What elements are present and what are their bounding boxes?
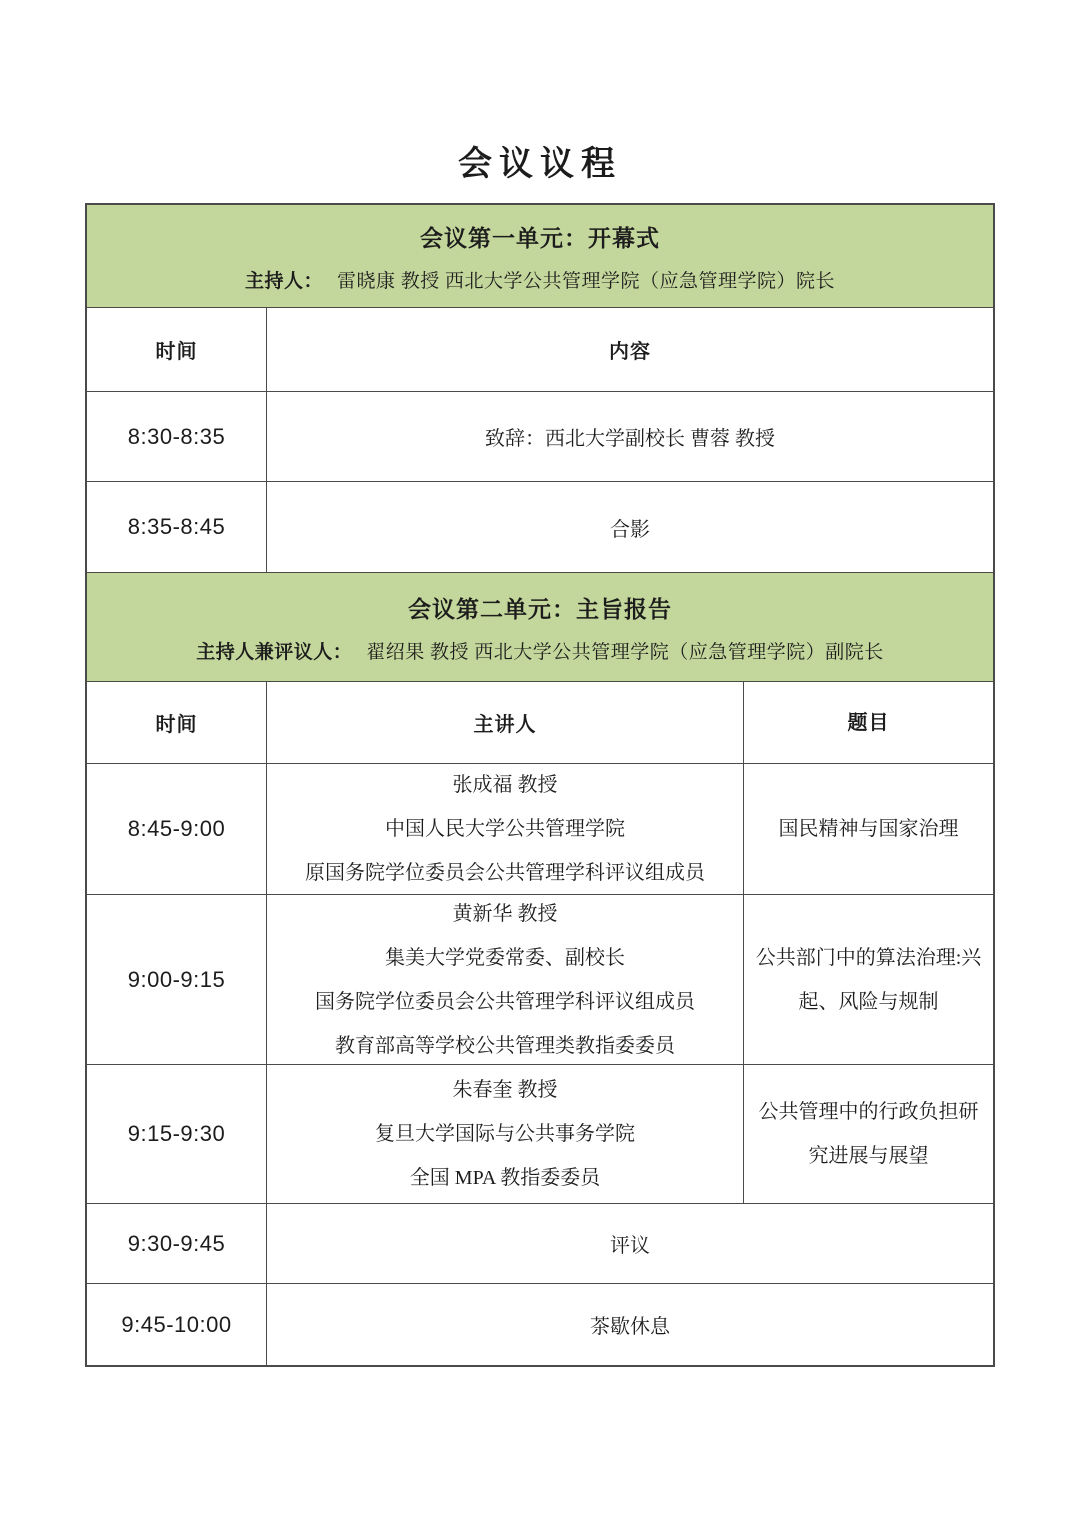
time-value: 9:45-10:00 [121,1311,232,1337]
table-row [87,895,993,1065]
speaker-cell [267,895,744,1064]
content-cell: 合影 [610,518,650,541]
time-value: 8:30-8:35 [127,423,226,449]
table-row [87,1204,993,1284]
speaker-line: 国务院学位委员会公共管理学科评议组成员 [315,990,695,1013]
topic-cell: 公共部门中的算法治理:兴起、风险与规制 [755,946,982,1013]
speaker-line: 集美大学党委常委、副校长 [385,946,625,969]
speaker-cell [267,764,744,894]
time-cell [87,482,267,572]
time-cell [87,1065,267,1203]
time-cell [87,895,267,1064]
speaker-line: 黄新华 教授 [452,902,558,925]
section-2-banner [87,573,993,682]
speaker-cell [267,1065,744,1203]
table-row [87,1284,993,1365]
content-cell: 评议 [610,1235,650,1257]
topic-cell: 国民精神与国家治理 [778,818,959,840]
time-cell [87,1204,267,1283]
content-cell: 致辞：西北大学副校长 曹蓉 教授 [485,428,775,450]
section-1-host-label: 主持人： [244,270,323,292]
time-cell [87,1284,267,1365]
section-2-header-row [87,682,993,764]
speaker-line: 中国人民大学公共管理学院 [385,818,625,840]
speaker-line: 原国务院学位委员会公共管理学科评议组成员 [305,862,705,884]
column-header-time: 时间 [87,308,267,391]
section-1-header-row [87,308,993,392]
speaker-line: 全国 MPA 教指委委员 [409,1167,601,1189]
speaker-line: 朱春奎 教授 [452,1079,558,1101]
content-cell: 茶歇休息 [590,1316,670,1338]
table-row [87,392,993,482]
time-value: 8:35-8:45 [127,514,226,539]
section-1-host-text: 雷晓康 教授 西北大学公共管理学院（应急管理学院）院长 [337,270,836,292]
time-value: 9:00-9:15 [127,966,226,992]
column-header-content: 内容 [609,341,651,363]
time-cell [87,392,267,481]
speaker-line: 复旦大学国际与公共事务学院 [375,1123,635,1145]
column-header-speaker: 主讲人 [267,682,744,763]
section-2-title: 会议第二单元：主旨报告 [408,596,672,622]
section-2-host-line [196,637,884,664]
section-1-banner [87,205,993,308]
time-cell [87,764,267,894]
section-1-title: 会议第一单元：开幕式 [420,225,660,251]
speaker-line: 张成福 教授 [452,774,558,796]
topic-cell: 公共管理中的行政负担研究进展与展望 [758,1101,979,1167]
speaker-line: 教育部高等学校公共管理类教指委委员 [335,1034,675,1057]
time-value: 8:45-9:00 [127,816,226,841]
table-row [87,764,993,895]
table-row [87,482,993,573]
time-value: 9:15-9:30 [127,1121,226,1146]
section-2-host-label: 主持人兼评议人： [196,641,353,663]
section-2-host-text: 翟绍果 教授 西北大学公共管理学院（应急管理学院）副院长 [366,641,884,663]
column-header-topic: 题目 [847,711,890,734]
column-header-time: 时间 [87,682,267,763]
table-row [87,1065,993,1204]
section-1-host-line [245,266,835,293]
agenda-table [85,203,995,1367]
page-title: 会议议程 [458,146,622,183]
time-value: 9:30-9:45 [127,1230,226,1256]
